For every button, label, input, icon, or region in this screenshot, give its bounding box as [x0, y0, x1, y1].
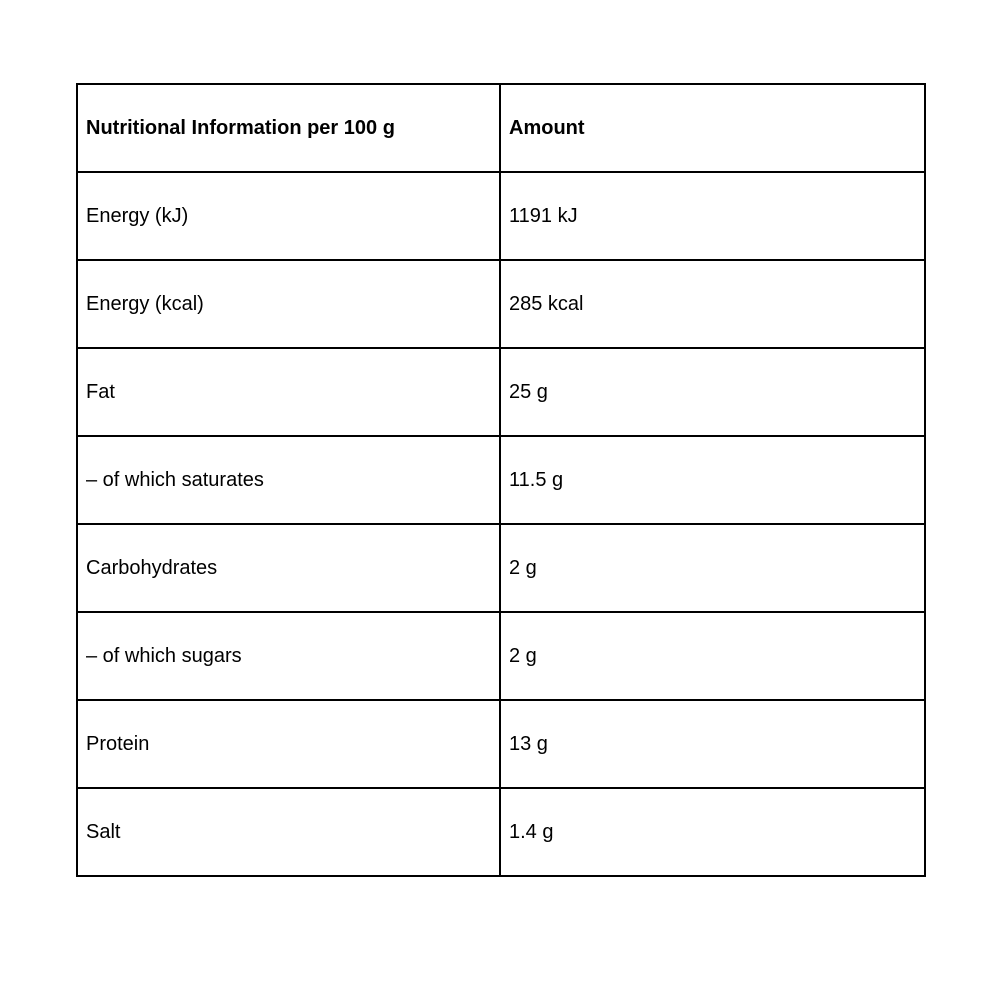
nutrition-table — [76, 83, 926, 877]
nutrient-label: Protein — [77, 700, 500, 788]
header-amount: Amount — [500, 84, 925, 172]
table-row — [77, 700, 925, 788]
nutrient-amount: 1.4 g — [500, 788, 925, 876]
table-body — [77, 172, 925, 876]
nutrient-amount: 2 g — [500, 612, 925, 700]
table-header — [77, 84, 925, 172]
table-header-row — [77, 84, 925, 172]
nutrient-amount: 25 g — [500, 348, 925, 436]
nutrient-label: – of which sugars — [77, 612, 500, 700]
nutrient-amount: 13 g — [500, 700, 925, 788]
nutrient-label: Energy (kJ) — [77, 172, 500, 260]
nutrient-label: – of which saturates — [77, 436, 500, 524]
nutrient-amount: 11.5 g — [500, 436, 925, 524]
table-row — [77, 788, 925, 876]
nutrient-amount: 285 kcal — [500, 260, 925, 348]
header-nutrient: Nutritional Information per 100 g — [77, 84, 500, 172]
table-row — [77, 612, 925, 700]
nutrient-amount: 2 g — [500, 524, 925, 612]
table-row — [77, 524, 925, 612]
nutrient-amount: 1191 kJ — [500, 172, 925, 260]
nutrient-label: Carbohydrates — [77, 524, 500, 612]
nutrient-label: Fat — [77, 348, 500, 436]
table-row — [77, 260, 925, 348]
nutrient-label: Energy (kcal) — [77, 260, 500, 348]
table-row — [77, 436, 925, 524]
nutrient-label: Salt — [77, 788, 500, 876]
table-row — [77, 348, 925, 436]
table-row — [77, 172, 925, 260]
